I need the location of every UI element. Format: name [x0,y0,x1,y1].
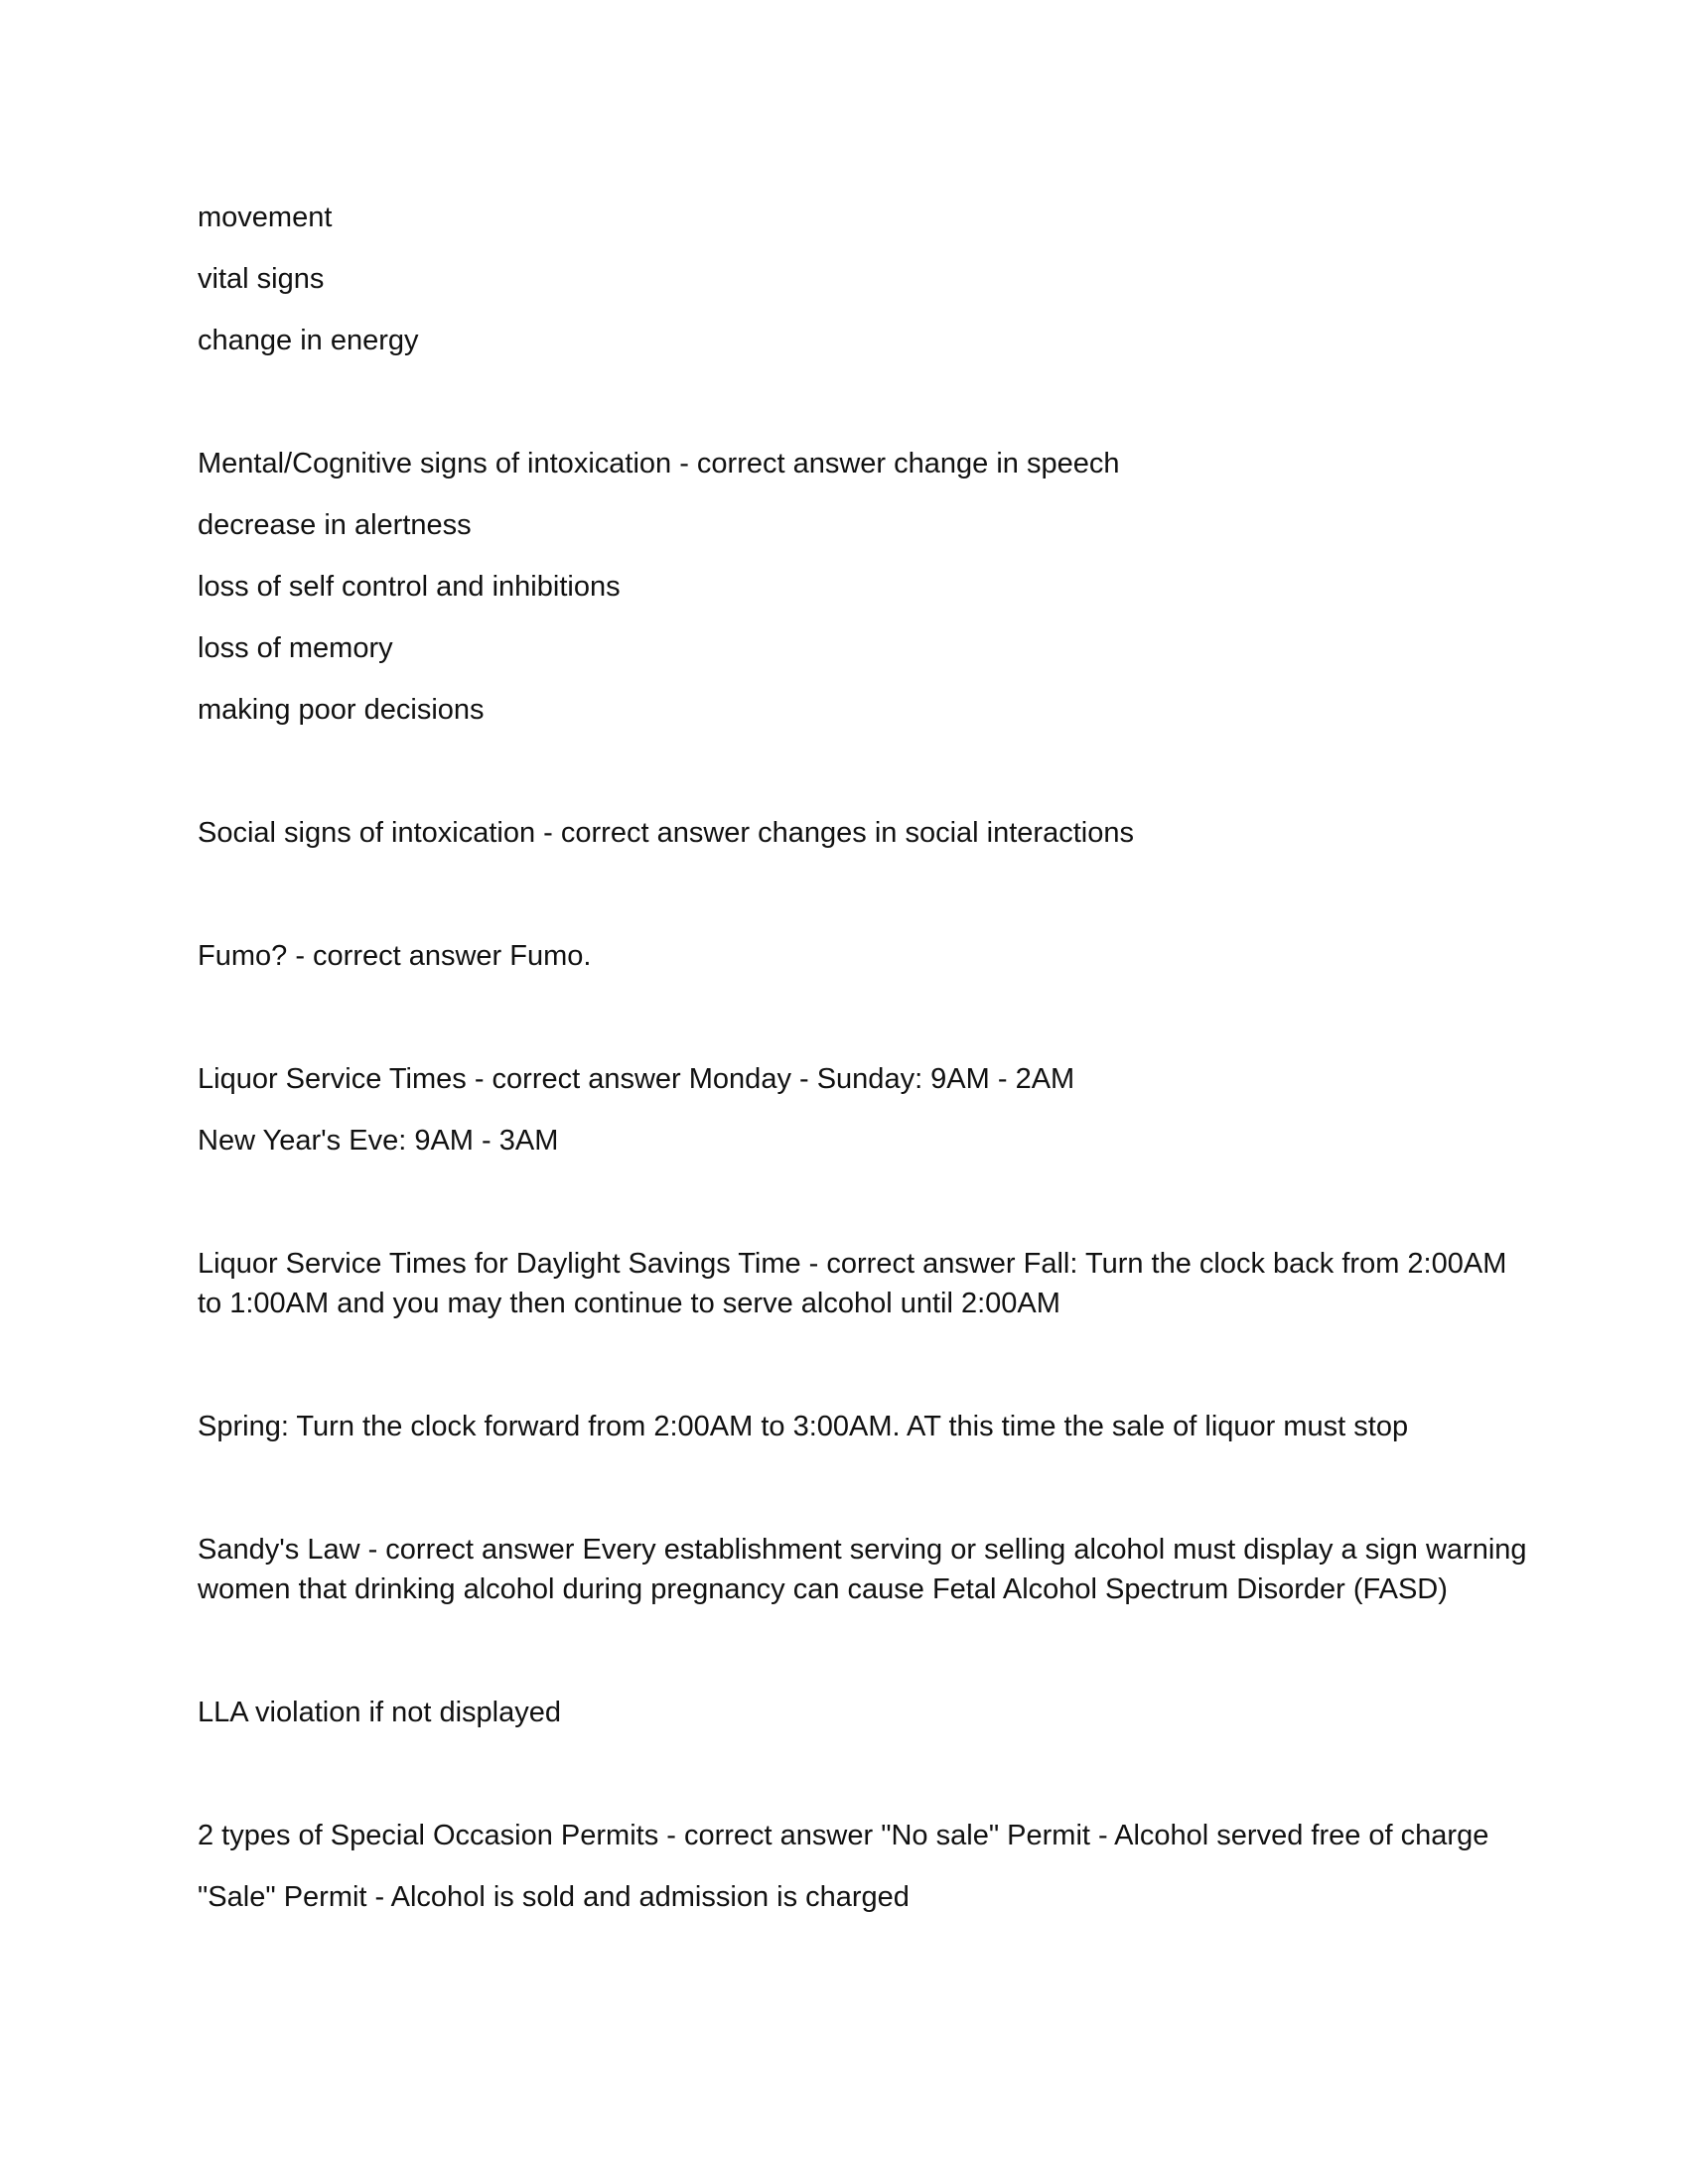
text-line-sandys-law-cont: women that drinking alcohol during pregnancy can cause Fetal Alcohol Spectrum Disorder (FASD) [198,1573,1448,1605]
text-line-mental-cognitive-signs: Mental/Cognitive signs of intoxication - correct answer change in speech [198,448,1120,479]
text-line-sale-permit: "Sale" Permit - Alcohol is sold and admission is charged [198,1881,910,1913]
text-line-new-years-eve: New Year's Eve: 9AM - 3AM [198,1125,559,1157]
text-line-fumo: Fumo? - correct answer Fumo. [198,940,592,972]
text-line-loss-of-memory: loss of memory [198,632,393,664]
text-line-special-occasion-permits: 2 types of Special Occasion Permits - correct answer "No sale" Permit - Alcohol served free of charge [198,1820,1489,1851]
text-line-vital-signs: vital signs [198,263,325,295]
text-line-social-signs: Social signs of intoxication - correct answer changes in social interactions [198,817,1134,849]
text-line-lla-violation: LLA violation if not displayed [198,1697,561,1728]
text-line-change-in-energy: change in energy [198,325,419,356]
text-line-making-poor-decisions: making poor decisions [198,694,485,726]
text-line-daylight-savings: Liquor Service Times for Daylight Savings Time - correct answer Fall: Turn the clock back from 2:00AM [198,1248,1507,1280]
text-line-decrease-in-alertness: decrease in alertness [198,509,472,541]
text-line-daylight-savings-cont: to 1:00AM and you may then continue to serve alcohol until 2:00AM [198,1288,1060,1319]
text-line-spring: Spring: Turn the clock forward from 2:00AM to 3:00AM. AT this time the sale of liquor must stop [198,1411,1409,1442]
text-line-liquor-service-times: Liquor Service Times - correct answer Monday - Sunday: 9AM - 2AM [198,1063,1075,1095]
text-line-movement: movement [198,202,333,233]
text-line-sandys-law: Sandy's Law - correct answer Every establishment serving or selling alcohol must display a sign warning [198,1534,1527,1566]
text-line-loss-of-self-control: loss of self control and inhibitions [198,571,621,603]
